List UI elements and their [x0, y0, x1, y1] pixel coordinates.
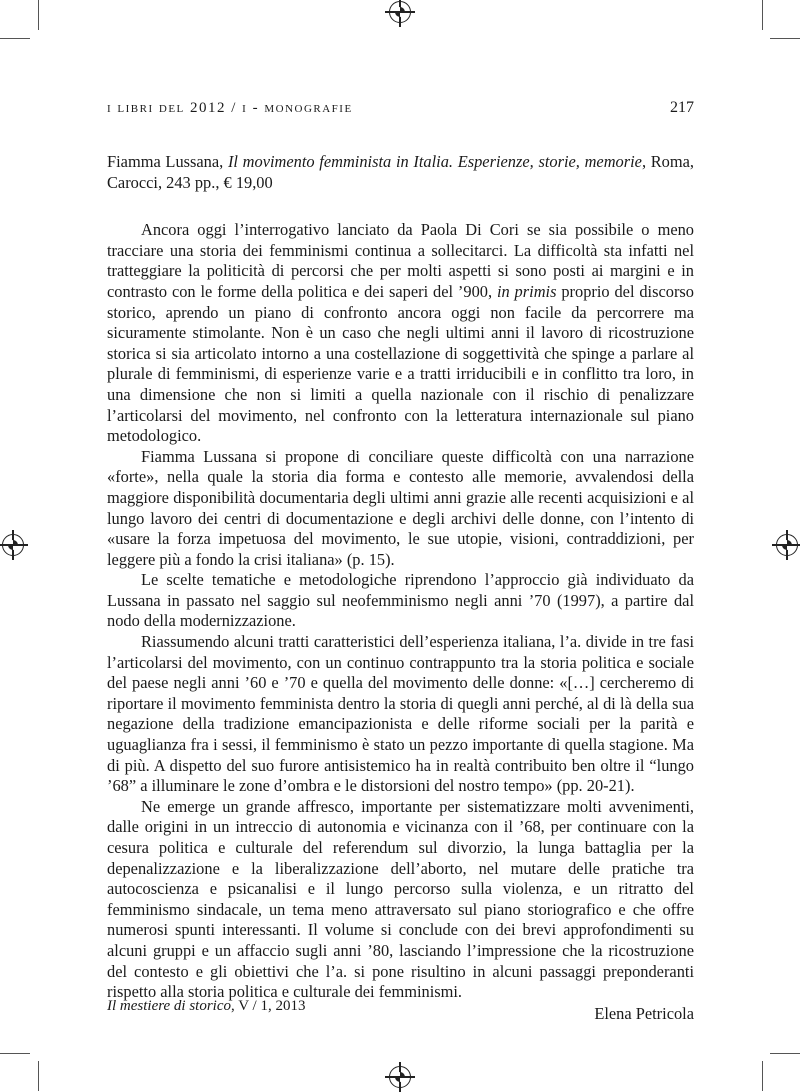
paragraph-1-rest: proprio del discorso storico, aprendo un piano di confronto ancora oggi non facile da percorrere ma sicuramente stimolante. Non è un caso che negli ultimi anni il lavoro di ricostruzione storica si sia articolato intorno a una costellazione di soggettività che spinge a parlare al plurale di femminismi, di esperienze varie e a tratti irriducibili e in conflitto tra loro, in una dimensione che non si limiti a quella nazionale con il rischio di penalizzare l’articolarsi del movimento, nel confronto con la letteratura internazionale sul piano metodologico. — [107, 281, 694, 446]
footer-journal: Il mestiere di storico — [107, 998, 232, 1014]
crop-mark — [762, 1061, 763, 1091]
crop-mark — [0, 38, 30, 39]
registration-mark-icon — [389, 1066, 411, 1088]
paragraph-3: Le scelte tematiche e metodologiche riprendono l’approccio già individuato da Lussana in passato nel saggio sul neofemminismo negli anni ’70 (1997), a partire dal nodo della modernizzazione. — [107, 570, 694, 631]
registration-mark-icon — [776, 534, 798, 556]
paragraph-5: Ne emerge un grande affresco, importante per sistematizzare molti avvenimenti, dalle origini in un intreccio di autonomia e vicinanza con il ’68, per continuare con la cesura politica e culturale del referendum sul divorzio, la lunga battaglia per la depenalizzazione e la liberalizzazione dell’aborto, nel mutare delle pratiche tra autocoscienza e psicanalisi e il lungo percorso sulla violenza, e un ritratto del femminismo sindacale, un tema meno attraversato sul piano storiografico e che offre numerosi spunti interessanti. Il volume si conclude con dei brevi approfondimenti su alcuni gruppi e un affaccio sugli anni ’80, lasciando l’impressione che la ricostruzione del contesto e gli obiettivi che l’a. si pone risultino in alcuni passaggi preponderanti rispetto alla storia politica e culturale dei femminismi. — [107, 796, 694, 1002]
crop-mark — [38, 0, 39, 30]
registration-mark-icon — [389, 1, 411, 23]
paragraph-1-italic: in primis — [496, 281, 557, 301]
crop-mark — [38, 1061, 39, 1091]
footer-issue: , V / 1, 2013 — [231, 998, 306, 1014]
page-number: 217 — [670, 99, 694, 116]
review-content — [107, 152, 694, 1024]
running-head — [107, 99, 694, 117]
crop-mark — [0, 1053, 30, 1054]
crop-mark — [770, 38, 800, 39]
citation-book-title: Il movimento femminista in Italia. Esperienze, storie, memorie — [227, 152, 642, 171]
running-head-title: i libri del 2012 / i - monografie — [107, 100, 353, 116]
paragraph-1-text: Ancora oggi l’interrogativo lanciato da Paola Di Cori se sia possibile o meno tracciare una storia dei femminismi continua a sollecitarci. La difficoltà sta infatti nel tratteggiare la politicità di percorsi che per molti aspetti si sono posti ai margini e in contrasto con le forme della politica e dei saperi del ’900, — [107, 220, 694, 301]
paragraph-4: Riassumendo alcuni tratti caratteristici dell’esperienza italiana, l’a. divide in tre fasi l’articolarsi del movimento, con un continuo contrappunto tra la storia politica e sociale del paese negli anni ’60 e ’70 e quella del movimento delle donne: «[…] cercheremo di riportare il movimento femminista dentro la storia di quegli anni perché, al di là della sua negazione della tradizione emancipazionista e delle riforme sociali per la parità e uguaglianza fra i sessi, il femminismo è stato un pezzo importante di quella stagione. Ma di più. A dispetto del suo furore antisistemico ha in realtà contribuito ben oltre il “lungo ’68” a illuminare le zone d’ombra e le distorsioni del nostro tempo» (pp. 20-21). — [107, 632, 694, 796]
book-citation — [107, 152, 694, 193]
registration-mark-icon — [2, 534, 24, 556]
citation-author: Fiamma Lussana, — [107, 152, 228, 171]
citation-publication: , Roma, Carocci, 243 pp., € 19,00 — [107, 152, 694, 192]
paragraph-2: Fiamma Lussana si propone di conciliare queste difficoltà con una narrazione «forte», nella quale la storia dia forma e contesto alle memorie, avvalendosi della maggiore disponibilità documentaria degli ultimi anni grazie alle recenti acquisizioni e al lungo lavoro dei centri di documentazione e degli archivi delle donne, con l’intento di «usare la forza impetuosa del movimento, le sue utopie, visioni, contraddizioni, per leggere più a fondo la crisi italiana» (p. 15). — [107, 446, 694, 569]
crop-mark — [762, 0, 763, 30]
crop-mark — [770, 1053, 800, 1054]
page-footer — [107, 998, 305, 1015]
paragraph-1 — [107, 220, 694, 447]
reviewer-signature: Elena Petricola — [594, 1003, 694, 1023]
